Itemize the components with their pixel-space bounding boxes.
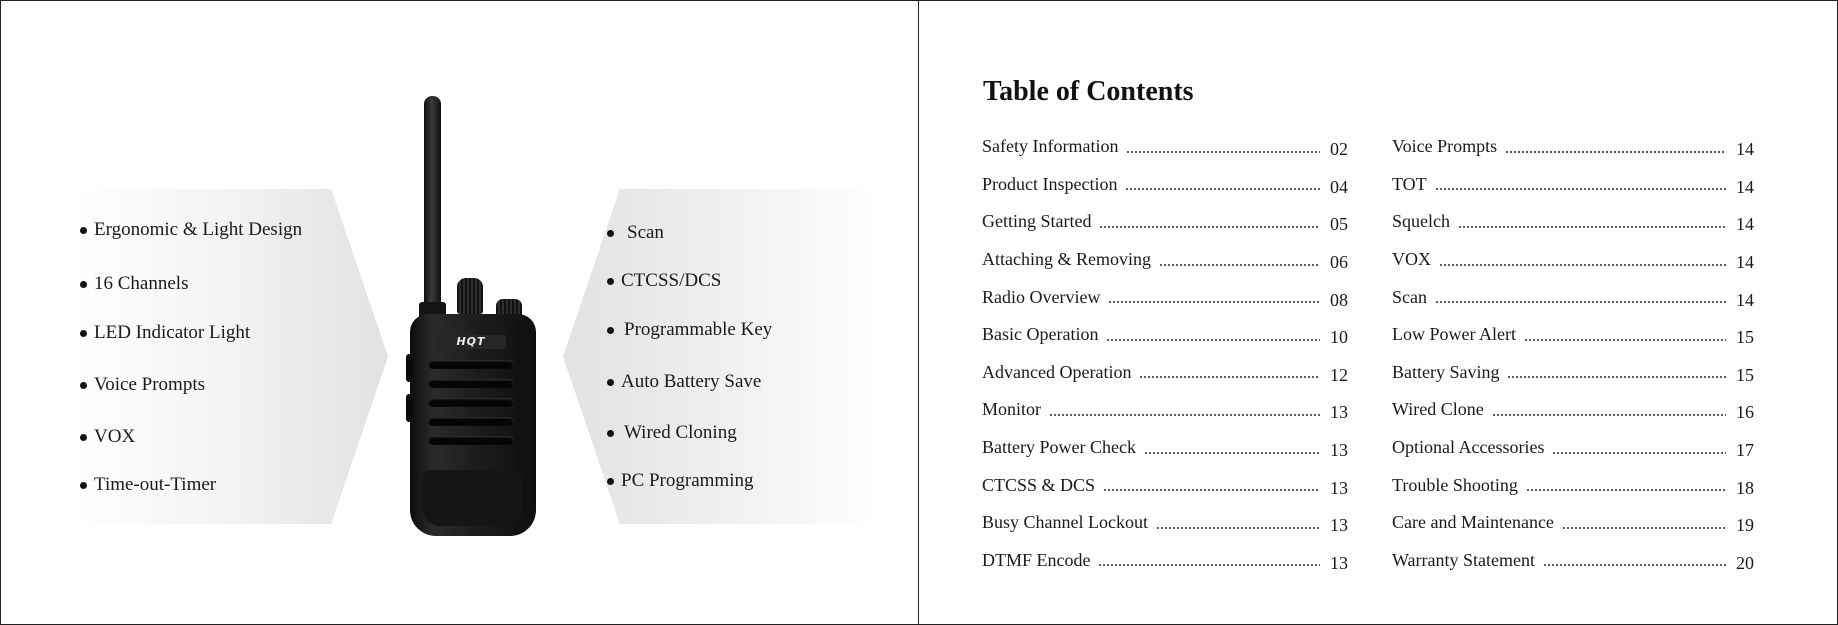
toc-entry-page: 04 [1330, 176, 1348, 197]
toc-title: Table of Contents [983, 76, 1194, 107]
feature-label: Time-out-Timer [94, 474, 217, 495]
toc-entry-label: Battery Saving [1392, 361, 1500, 382]
toc-entry[interactable] [1392, 504, 1754, 542]
speaker-grille-slot [428, 398, 514, 407]
dot-leader [1139, 376, 1320, 378]
dot-leader [1507, 376, 1726, 378]
toc-entry-page: 06 [1330, 252, 1348, 273]
feature-label: Auto Battery Save [621, 371, 762, 392]
bullet-icon [80, 281, 87, 288]
dot-leader [1159, 264, 1320, 266]
toc-entry-label: Busy Channel Lockout [982, 512, 1148, 533]
toc-entry[interactable] [1392, 278, 1754, 316]
feature-item [80, 426, 135, 448]
toc-entry-page: 13 [1330, 552, 1348, 573]
dot-leader [1125, 188, 1320, 190]
toc-entry[interactable] [982, 203, 1348, 241]
toc-right-column [1392, 128, 1754, 579]
dot-leader [1524, 339, 1726, 341]
feature-label: Wired Cloning [624, 422, 737, 443]
dot-leader [1435, 188, 1726, 190]
toc-entry-label: Low Power Alert [1392, 324, 1516, 345]
dot-leader [1126, 151, 1320, 153]
dot-leader [1106, 339, 1320, 341]
toc-entry-label: CTCSS & DCS [982, 474, 1096, 495]
toc-entry-page: 14 [1736, 252, 1754, 273]
feature-label: Scan [627, 222, 664, 243]
toc-entry[interactable] [982, 466, 1348, 504]
toc-entry[interactable] [1392, 203, 1754, 241]
toc-entry-page: 13 [1330, 477, 1348, 498]
toc-entry-label: Care and Maintenance [1392, 512, 1554, 533]
toc-entry-page: 08 [1330, 289, 1348, 310]
toc-entry[interactable] [1392, 241, 1754, 279]
dot-leader [1144, 452, 1320, 454]
toc-entry-page: 12 [1330, 364, 1348, 385]
feature-item [607, 371, 761, 393]
radio-channel-knob [457, 278, 483, 314]
speaker-grille-slot [428, 436, 514, 445]
toc-entry-page: 15 [1736, 327, 1754, 348]
toc-entry-page: 20 [1736, 552, 1754, 573]
feature-label: 16 Channels [94, 273, 189, 294]
feature-item [607, 222, 664, 244]
toc-entry-label: Attaching & Removing [982, 249, 1151, 270]
speaker-grille-slot [428, 360, 514, 369]
toc-entry-label: VOX [1392, 249, 1431, 270]
toc-entry-label: Optional Accessories [1392, 437, 1545, 458]
toc-entry-page: 15 [1736, 364, 1754, 385]
radio-lower-panel [422, 470, 522, 526]
toc-entry-label: Basic Operation [982, 324, 1099, 345]
bullet-icon [607, 278, 614, 285]
feature-label: Programmable Key [624, 319, 773, 340]
dot-leader [1505, 151, 1726, 153]
dot-leader [1439, 264, 1726, 266]
feature-label: PC Programming [621, 470, 754, 491]
toc-entry[interactable] [1392, 391, 1754, 429]
toc-entry-page: 05 [1330, 214, 1348, 235]
toc-entry-page: 18 [1736, 477, 1754, 498]
bullet-icon [80, 330, 87, 337]
dot-leader [1458, 226, 1726, 228]
toc-entry-label: Monitor [982, 399, 1042, 420]
bullet-icon [80, 482, 87, 489]
toc-entry-page: 13 [1330, 402, 1348, 423]
toc-entry-label: TOT [1392, 173, 1427, 194]
dot-leader [1099, 226, 1320, 228]
toc-entry-page: 14 [1736, 289, 1754, 310]
toc-entry-label: Trouble Shooting [1392, 474, 1518, 495]
feature-item [80, 219, 302, 241]
toc-entry[interactable] [1392, 429, 1754, 467]
bullet-icon [80, 382, 87, 389]
toc-entry-page: 14 [1736, 139, 1754, 160]
toc-entry-label: DTMF Encode [982, 549, 1091, 570]
toc-entry[interactable] [982, 278, 1348, 316]
radio-brand-logo: HQT [436, 335, 506, 349]
toc-entry-page: 13 [1330, 515, 1348, 536]
dot-leader [1562, 527, 1726, 529]
dot-leader [1049, 414, 1320, 416]
dot-leader [1098, 564, 1320, 566]
toc-entry-label: Voice Prompts [1392, 136, 1498, 157]
dot-leader [1552, 452, 1726, 454]
toc-entry[interactable] [982, 166, 1348, 204]
dot-leader [1492, 414, 1726, 416]
toc-entry-page: 14 [1736, 214, 1754, 235]
feature-item [607, 270, 721, 292]
feature-item [80, 322, 250, 344]
dot-leader [1526, 489, 1726, 491]
bullet-icon [607, 430, 614, 437]
bullet-icon [607, 327, 614, 334]
feature-item [607, 319, 772, 341]
toc-entry[interactable] [982, 128, 1348, 166]
toc-entry-label: Radio Overview [982, 286, 1101, 307]
toc-entry[interactable] [982, 504, 1348, 542]
two-way-radio-image [400, 92, 548, 542]
feature-label: VOX [94, 426, 136, 447]
toc-entry[interactable] [982, 429, 1348, 467]
toc-entry-label: Scan [1392, 286, 1427, 307]
feature-label: LED Indicator Light [94, 322, 251, 343]
toc-entry-label: Squelch [1392, 211, 1450, 232]
toc-entry-label: Getting Started [982, 211, 1092, 232]
toc-entry-page: 19 [1736, 515, 1754, 536]
dot-leader [1543, 564, 1726, 566]
toc-entry[interactable] [1392, 466, 1754, 504]
radio-antenna [424, 96, 441, 314]
feature-item [607, 470, 753, 492]
toc-entry[interactable] [982, 354, 1348, 392]
toc-entry[interactable] [1392, 316, 1754, 354]
toc-entry[interactable] [982, 316, 1348, 354]
toc-entry-page: 14 [1736, 176, 1754, 197]
bullet-icon [607, 230, 614, 237]
bullet-icon [80, 434, 87, 441]
toc-entry-page: 02 [1330, 139, 1348, 160]
toc-entry-label: Safety Information [982, 136, 1119, 157]
toc-entry[interactable] [1392, 354, 1754, 392]
toc-entry[interactable] [1392, 166, 1754, 204]
toc-entry[interactable] [1392, 128, 1754, 166]
toc-entry-page: 13 [1330, 440, 1348, 461]
toc-entry-page: 10 [1330, 327, 1348, 348]
dot-leader [1108, 301, 1320, 303]
speaker-grille-slot [428, 417, 514, 426]
dot-leader [1156, 527, 1320, 529]
toc-entry[interactable] [982, 391, 1348, 429]
toc-left-column [982, 128, 1348, 579]
radio-side-key [406, 394, 412, 422]
toc-entry[interactable] [1392, 542, 1754, 580]
feature-label: Ergonomic & Light Design [94, 219, 303, 240]
toc-entry-page: 16 [1736, 402, 1754, 423]
toc-entry-label: Product Inspection [982, 173, 1118, 194]
bullet-icon [607, 478, 614, 485]
feature-label: CTCSS/DCS [621, 270, 722, 291]
bullet-icon [607, 379, 614, 386]
radio-ptt-key [406, 354, 412, 382]
toc-entry-page: 17 [1736, 440, 1754, 461]
toc-entry[interactable] [982, 241, 1348, 279]
toc-entry-label: Warranty Statement [1392, 549, 1535, 570]
toc-entry[interactable] [982, 542, 1348, 580]
toc-entry-label: Wired Clone [1392, 399, 1484, 420]
feature-item [80, 474, 216, 496]
page-divider [918, 0, 919, 625]
feature-item [607, 422, 737, 444]
feature-label: Voice Prompts [94, 374, 206, 395]
feature-item [80, 273, 188, 295]
feature-item [80, 374, 205, 396]
bullet-icon [80, 227, 87, 234]
toc-entry-label: Advanced Operation [982, 361, 1132, 382]
dot-leader [1435, 301, 1726, 303]
dot-leader [1103, 489, 1320, 491]
toc-entry-label: Battery Power Check [982, 437, 1136, 458]
speaker-grille-slot [428, 379, 514, 388]
